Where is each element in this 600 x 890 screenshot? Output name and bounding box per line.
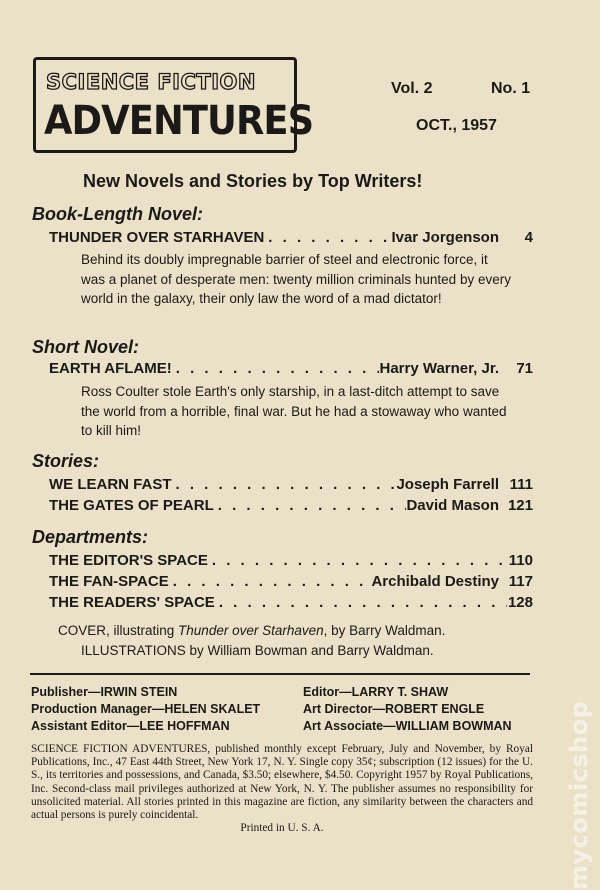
staff-art-associate: Art Associate—WILLIAM BOWMAN	[303, 719, 512, 733]
toc-title: WE LEARN FAST	[49, 476, 172, 493]
toc-author: Archibald Destiny	[371, 573, 499, 590]
toc-page: 121	[507, 497, 533, 514]
toc-row-editors-space[interactable]	[49, 552, 533, 572]
masthead-line2: ADVENTURES	[44, 98, 314, 144]
issue-date: OCT., 1957	[416, 117, 497, 134]
toc-row-earth-aflame[interactable]	[49, 360, 533, 380]
toc-row-we-learn-fast[interactable]	[49, 476, 533, 496]
watermark-text: mycomicshop	[565, 700, 593, 890]
staff-publisher: Publisher—IRWIN STEIN	[31, 685, 178, 699]
toc-page: 111	[509, 476, 533, 493]
staff-production-manager: Production Manager—HELEN SKALET	[31, 702, 261, 716]
toc-page: 117	[508, 573, 533, 590]
toc-page: 110	[508, 552, 533, 569]
toc-row-thunder-over-starhaven[interactable]	[49, 229, 533, 249]
issue-number: No. 1	[491, 80, 531, 97]
watermark	[565, 670, 600, 890]
toc-title: THE FAN-SPACE	[49, 573, 169, 590]
toc-author: Ivar Jorgenson	[391, 229, 499, 246]
dot-leader	[215, 594, 507, 611]
illustrations-credit: ILLUSTRATIONS by William Bowman and Barry Waldman.	[81, 643, 434, 658]
staff-art-director: Art Director—ROBERT ENGLE	[303, 702, 485, 716]
dot-leader	[264, 229, 391, 246]
dot-leader	[214, 497, 407, 514]
indicia-printed: Printed in U. S. A.	[240, 822, 324, 835]
dot-leader	[169, 573, 372, 590]
toc-row-readers-space[interactable]	[49, 594, 533, 614]
cover-credit-title: Thunder over Starhaven	[178, 623, 324, 638]
masthead-line1: SCIENCE FICTION	[46, 70, 256, 94]
staff-assistant-editor: Assistant Editor—LEE HOFFMAN	[31, 719, 230, 733]
toc-page: 4	[524, 229, 533, 246]
section-heading-departments: Departments:	[32, 527, 149, 547]
volume: Vol. 2	[391, 80, 433, 97]
section-heading-short-novel: Short Novel:	[32, 337, 140, 357]
dot-leader	[208, 552, 507, 569]
blurb-thunder-over-starhaven: Behind its doubly impregnable barrier of steel and electronic force, it was a planet of desperate men: twenty million criminals hunted by every world in the galaxy, their only law the word of a mad dictator!	[81, 252, 511, 306]
indicia-body: SCIENCE FICTION ADVENTURES, published monthly except February, July and November, by Royal Publications, Inc., 47 East 44th Street, New York 17, N. Y. Single copy 35¢; subscription (12 issues) for the U. S., its territories and possessions, and Canada, $3.50; elsewhere, $4.50. Copyright 1957 by Royal Publications, Inc. Second-class mail privileges authorized at New York, N. Y. The publisher assumes no responsibility for unsolicited material. All stories printed in this magazine are fiction, any similarity between the characters and actual persons is purely coincidental.	[31, 743, 533, 822]
toc-row-the-gates-of-pearl[interactable]	[49, 497, 533, 517]
dot-leader	[172, 476, 397, 493]
toc-title: THE EDITOR'S SPACE	[49, 552, 208, 569]
toc-page: 128	[507, 594, 533, 611]
toc-title: THE GATES OF PEARL	[49, 497, 214, 514]
publication-indicia	[31, 743, 533, 835]
masthead-logo	[33, 57, 314, 153]
dot-leader	[172, 360, 380, 377]
toc-title: THUNDER OVER STARHAVEN	[49, 229, 265, 246]
toc-title: EARTH AFLAME!	[49, 360, 172, 377]
headline: New Novels and Stories by Top Writers!	[83, 171, 423, 191]
blurb-earth-aflame: Ross Coulter stole Earth's only starship, in a last-ditch attempt to save the world from a horrible, final war. But he had a stowaway who wanted to kill him!	[81, 384, 507, 438]
cover-credit-prefix: COVER, illustrating	[58, 623, 179, 638]
toc-title: THE READERS' SPACE	[49, 594, 215, 611]
toc-author: Joseph Farrell	[396, 476, 499, 493]
divider-rule	[30, 673, 530, 675]
toc-author: Harry Warner, Jr.	[379, 360, 499, 377]
section-heading-stories: Stories:	[32, 451, 100, 471]
cover-credit	[58, 623, 445, 638]
cover-credit-suffix: , by Barry Waldman.	[323, 623, 446, 638]
staff-editor: Editor—LARRY T. SHAW	[303, 685, 449, 699]
toc-row-fan-space[interactable]	[49, 573, 533, 593]
toc-page: 71	[516, 360, 533, 377]
section-heading-book-length: Book-Length Novel:	[32, 204, 203, 224]
toc-author: David Mason	[406, 497, 499, 514]
